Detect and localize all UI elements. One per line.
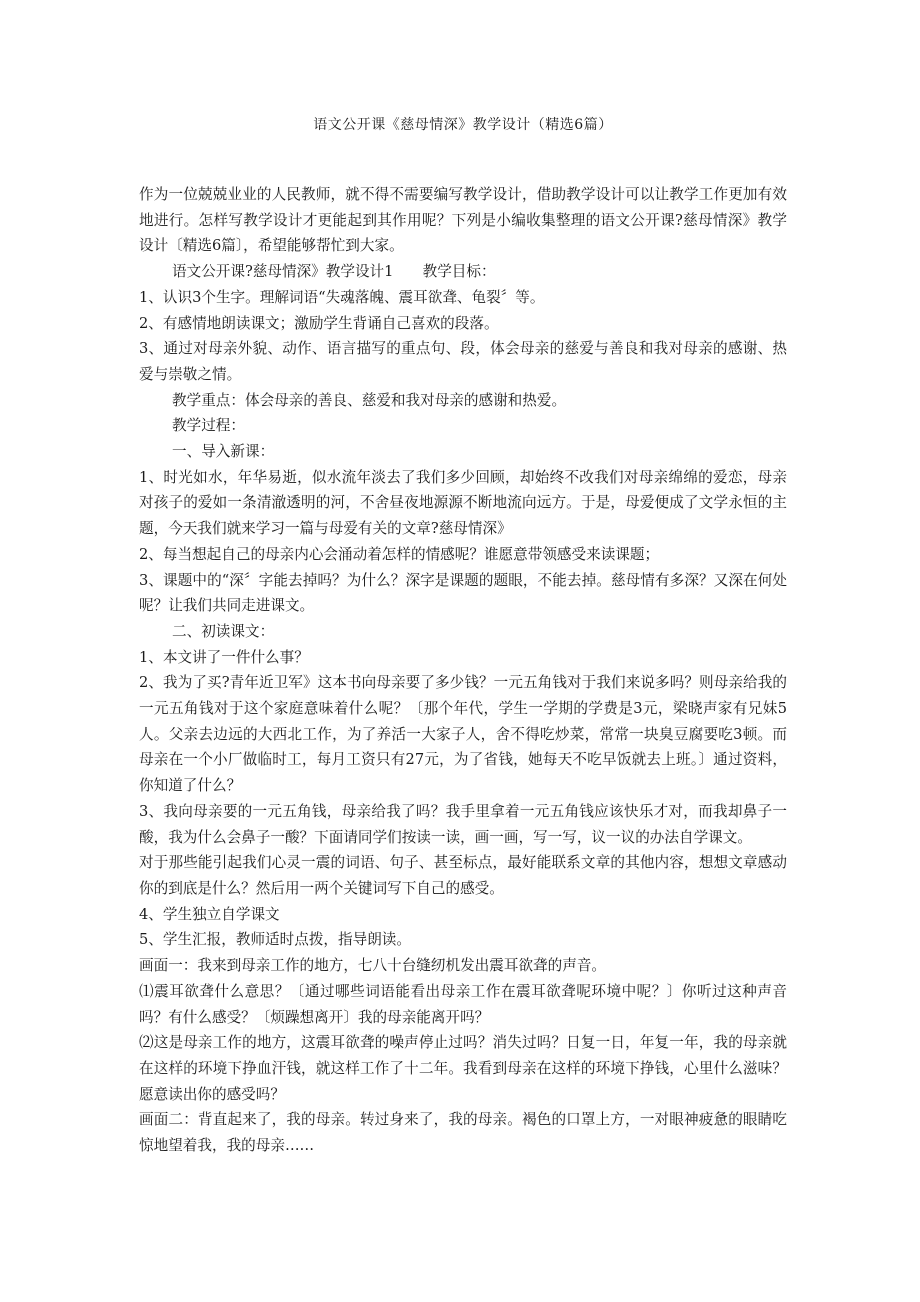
paragraph: 对于那些能引起我们心灵一震的词语、句子、甚至标点，最好能联系文章的其他内容，想想文章感动你的到底是什么？然后用一两个关键词写下自己的感受。 bbox=[139, 854, 787, 897]
paragraph: ⑵这是母亲工作的地方，这震耳欲聋的噪声停止过吗？消失过吗？日复一日，年复一年，我的母亲就在这样的环境下挣血汗钱，就这样工作了十二年。我看到母亲在这样的环境下挣钱，心里什么滋味？愿意读出你的感受吗？ bbox=[139, 1034, 787, 1103]
paragraph: 4、学生独立自学课文 bbox=[139, 905, 280, 923]
document-body bbox=[139, 182, 787, 1159]
paragraph: 2、我为了买?青年近卫军》这本书向母亲要了多少钱？一元五角钱对于我们来说多吗？则母亲给我的一元五角钱对于这个家庭意味着什么呢？〔那个年代，学生一学期的学费是3元，梁晓声家有兄妹5人。父亲去边远的大西北工作，为了养活一大家子人，舍不得吃炒菜，常常一块臭豆腐要吃3顿。而母亲在一个小厂做临时工，每月工资只有27元，为了省钱，她每天不吃早饭就去上班。〕通过资料，你知道了什么？ bbox=[139, 674, 787, 795]
paragraph: 一、导入新课： bbox=[172, 443, 275, 461]
paragraph: 教学重点：体会母亲的善良、慈爱和我对母亲的感谢和热爱。 bbox=[172, 391, 567, 409]
paragraph: 语文公开课?慈母情深》教学设计1 教学目标： bbox=[172, 263, 496, 281]
paragraph: 3、课题中的“深〞字能去掉吗？为什么？深字是课题的题眼，不能去掉。慈母情有多深？又深在何处呢？让我们共同走进课文。 bbox=[139, 571, 787, 615]
paragraph: 1、本文讲了一件什么事？ bbox=[139, 648, 309, 666]
paragraph: 1、时光如水，年华易逝，似水流年淡去了我们多少回顾，却始终不改我们对母亲绵绵的爱恋，母亲对孩子的爱如一条清澈透明的河，不舍昼夜地源源不断地流向远方。于是，母爱便成了文学永恒的主题，今天我们就来学习一篇与母爱有关的文章?慈母情深》 bbox=[139, 468, 787, 538]
paragraph: 2、每当想起自己的母亲内心会涌动着怎样的情感呢？谁愿意带领感受来读课题； bbox=[139, 545, 660, 563]
paragraph: 3、我向母亲要的一元五角钱，母亲给我了吗？我手里拿着一元五角钱应该快乐才对，而我却鼻子一酸，我为什么会鼻子一酸？下面请同学们按读一读，画一画，写一写，议一议的办法自学课文。 bbox=[139, 802, 787, 846]
document-page bbox=[139, 112, 787, 1159]
paragraph: 5、学生汇报，教师适时点拨，指导朗读。 bbox=[139, 931, 411, 949]
paragraph: 画面一：我来到母亲工作的地方，七八十台缝纫机发出震耳欲聋的声音。 bbox=[139, 957, 607, 975]
paragraph: 作为一位兢兢业业的人民教师，就不得不需要编写教学设计，借助教学设计可以让教学工作更加有效地进行。怎样写教学设计才更能起到其作用呢？下列是小编收集整理的语文公开课?慈母情深》教学设计〔精选6篇〕，希望能够帮忙到大家。 bbox=[139, 186, 787, 255]
paragraph: 3、通过对母亲外貌、动作、语言描写的重点句、段，体会母亲的慈爱与善良和我对母亲的感谢、热爱与崇敬之情。 bbox=[139, 340, 787, 383]
paragraph: 画面二：背直起来了，我的母亲。转过身来了，我的母亲。褐色的口罩上方，一对眼神疲惫的眼睛吃惊地望着我，我的母亲…… bbox=[139, 1111, 787, 1155]
paragraph: 教学过程： bbox=[172, 417, 245, 435]
paragraph: 二、初读课文： bbox=[172, 622, 275, 640]
paragraph: 2、有感情地朗读课文；激励学生背诵自己喜欢的段落。 bbox=[139, 314, 499, 332]
paragraph: 1、认识3个生字。理解词语“失魂落魄、震耳欲聋、龟裂〞等。 bbox=[139, 288, 545, 306]
document-title: 语文公开课《慈母情深》教学设计（精选6篇） bbox=[313, 117, 613, 133]
paragraph: ⑴震耳欲聋什么意思？〔通过哪些词语能看出母亲工作在震耳欲聋呢环境中呢？〕你听过这种声音吗？有什么感受？〔烦躁想离开〕我的母亲能离开吗？ bbox=[139, 982, 787, 1026]
